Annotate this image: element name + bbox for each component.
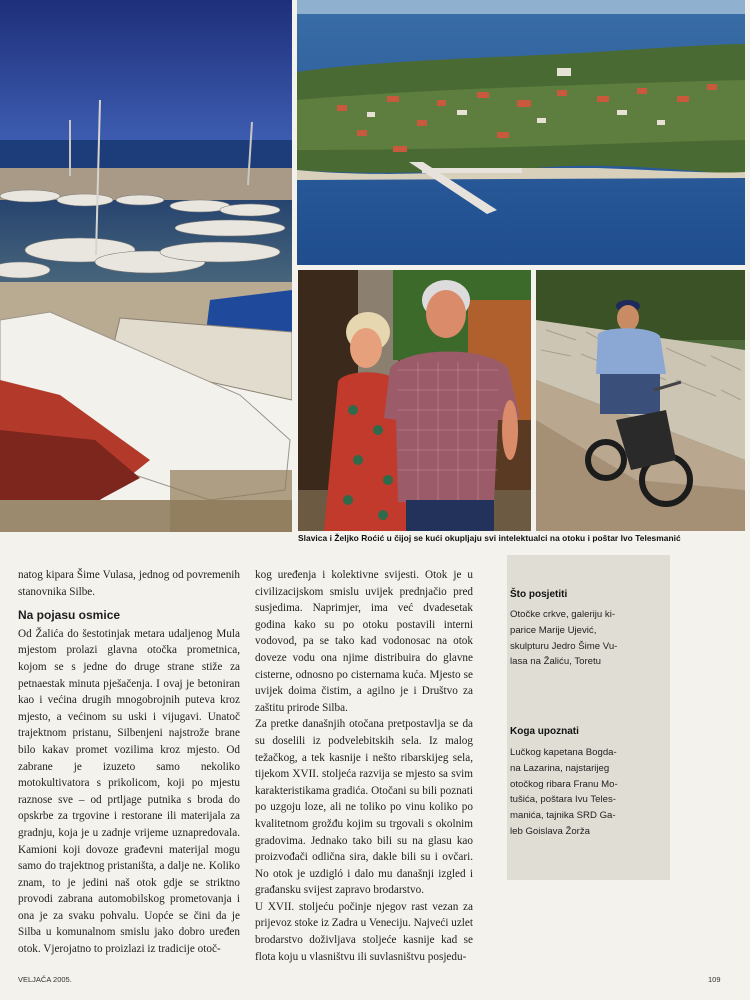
column-2-paragraph-3: U XVII. stoljeću počinje njegov rast vezan za prijevoz stoke iz Zadra u Veneciju. Najveći uzlet brodarstvo doživljava stoljeće kasnije kad se flota koju u vlasništvu ili suvlasništvu posjedu- (255, 900, 473, 963)
sidebar-visit-line: lasa na Žaliću, Toretu (510, 656, 602, 668)
column-2-paragraph-1: kog uređenja i kolektivne svijesti. Otok je u civilizacijskom smislu uvijek prednjačio pred susjedima. Naprimjer, ima već dvadesetak godina kako su po otoku postavili interni vodovod, pa se tako kad vodonosac na otok doveze vodu ona njime distribuira do glavne cisterne, odnosno po cisternama kuća. Mjesto se uvijek doima čistim, a agilno je i Društvo za zaštitu prirode Silba. (255, 569, 473, 714)
sidebar-meet-line: tušića, poštara Ivu Teles- (510, 794, 616, 806)
postman-motorbike-photo (536, 270, 745, 531)
aerial-village-photo (297, 0, 745, 265)
section-heading: Na pojasu osmice (18, 608, 121, 623)
couple-portrait-photo (298, 270, 531, 531)
sidebar-meet-line: otočkog ribara Franu Mo- (510, 778, 618, 790)
column-1-body: Od Žalića do šestotinjak metara udaljenog Mula mjestom prolazi glavna otočka prometnica, kojom se s jedne do druge strane stiže za petnaestak minuta pješačenja. I ovaj je betoniran kao i većina drugih mnogobrojnih puteva kroz mjesto, a većinom su uski i vijugavi. Unatoč trajektnom pristanu, Silbenjeni najstrože brane bilo kakav promet vozilima kroz mjesto. Od zabrane je izuzeto samo nekoliko motokultivatora s prikolicom, koji po mjestu raznose sve – od prtljage putnika s broda do opskrbe za trgovine i restorane ili materijala za gradnju, koja je u zadnje vrijeme uznapredovala. Kamioni koji dovoze građevni materijal mogu samo do trajektnog pristaništa, a dalje ne. Koliko znam, to je jedini naš otok gdje se striktno provodi zabrana automobilskog prometovanja i ona je za svaku pohvalu. Uopće se čini da je Silba u komunalnom smislu jako dobro uređen otok. Vjerojatno to proizlazi iz tradicije otoč- (18, 627, 240, 956)
sidebar-meet-heading: Koga upoznati (510, 726, 579, 737)
issue-date: VELJAČA 2005. (18, 975, 72, 984)
sidebar-meet-line: leb Goislava Žorža (510, 825, 590, 837)
sidebar-visit-text (510, 607, 666, 670)
sidebar-meet-text (510, 745, 666, 840)
sidebar-meet-line: na Lazarina, najstarijeg (510, 762, 610, 774)
sidebar-visit-line: Otočke crkve, galeriju ki- (510, 609, 616, 620)
sidebar-meet-line: manića, tajnika SRD Ga- (510, 810, 616, 822)
sidebar-visit-heading: Što posjetiti (510, 589, 568, 600)
sidebar-meet-line: Lučkog kapetana Bogda- (510, 747, 617, 758)
column-2-paragraph-2: Za pretke današnjih otočana pretpostavlja se da su doselili iz podvelebitskih sela. Iz malog težačkog, a tek kasnije i nešto ribarskijeg sela, tijekom XVII. stoljeća razvija se mjesto sa svim karakteristikama gradića. Otočani su bili poznati po uzgoju loze, ali ne toliko po vinu koliko po kvalitetnom grožđu kojim su trgovali s okolnim gradovima. Jednako tako bili su na glasu kao proizvođači odlična sira, dakle bili su i ovčari. No otok je uzdigló i dalo mu današnji izgled i građansku svijest zapravo brodarstvo. (255, 718, 473, 897)
harbor-boats-photo (0, 0, 292, 532)
column-1-intro: natog kipara Šime Vulasa, jednog od povremenih stanovnika Silbe. (18, 569, 240, 598)
sidebar-visit-line: parice Marije Ujević, (510, 624, 597, 636)
article-column-2 (255, 567, 473, 965)
article-column-1 (18, 567, 240, 958)
page-number: 109 (708, 975, 721, 984)
photo-caption: Slavica i Željko Roćić u čijoj se kući okupljaju svi intelektualci na otoku i poštar Ivo Telesmanić (298, 533, 681, 543)
sidebar-visit-line: skulpturu Jedro Šime Vu- (510, 640, 618, 652)
